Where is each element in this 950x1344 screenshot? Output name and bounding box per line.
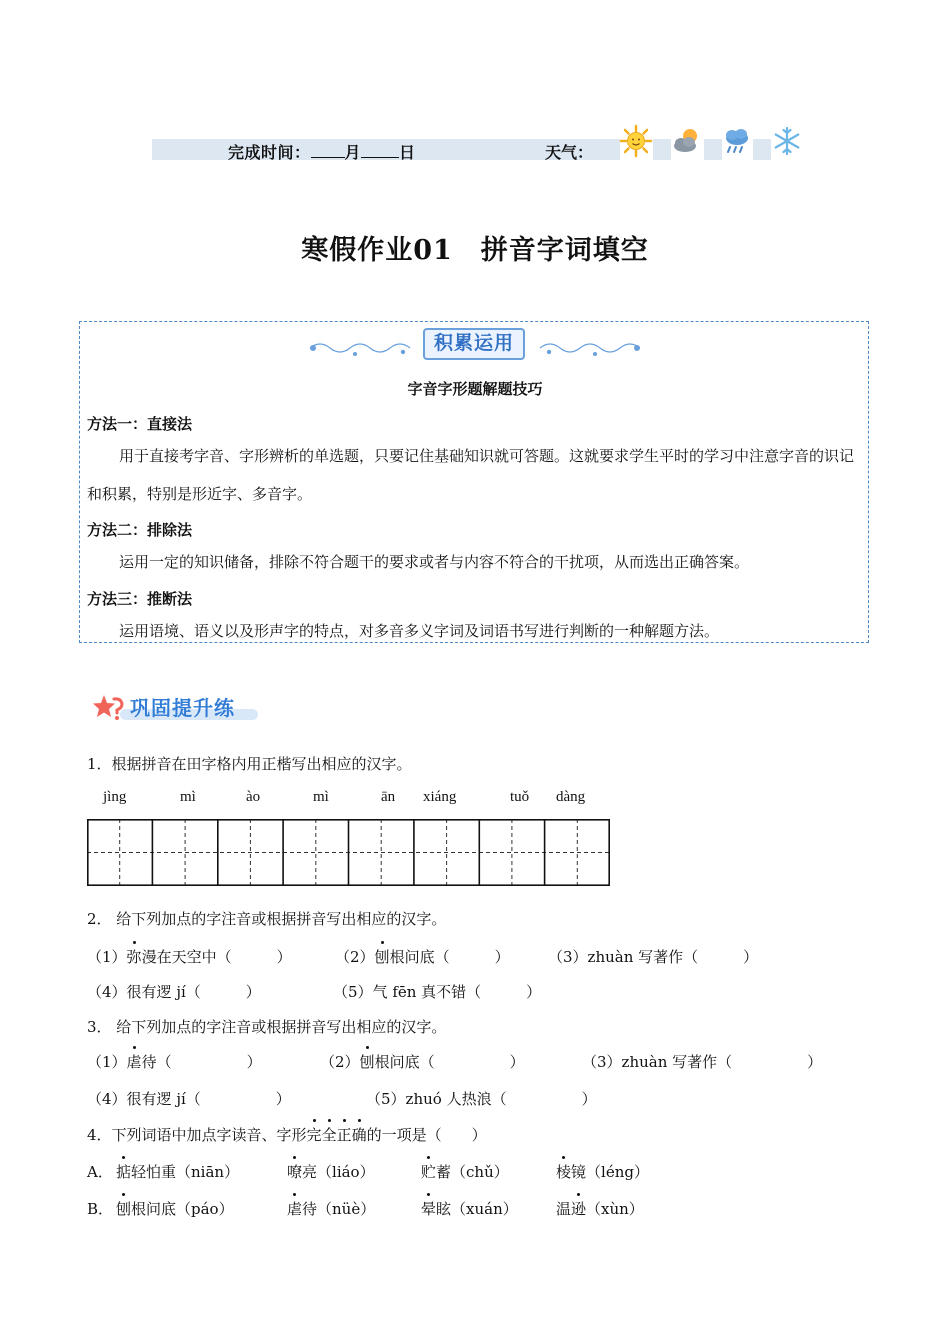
q3-item-4: （4）很有逻 jí（ ） (87, 1090, 291, 1108)
pinyin-label: ān (381, 789, 396, 805)
method-title: 方法三：推断法 (87, 590, 193, 608)
q2-item-5: （5）气 fēn 真不错（ ） (333, 983, 542, 1001)
method-description: 运用语境、语义以及形声字的特点，对多音多义字词及词语书写进行判断的一种解题方法。 (119, 622, 720, 640)
method-description: 运用一定的知识储备，排除不符合题干的要求或者与内容不符合的干扰项，从而选出正确答案。 (119, 553, 750, 571)
method-title: 方法一：直接法 (87, 415, 193, 433)
option-word: 晕眩（xuán） (421, 1200, 518, 1218)
q2-item-4: （4）很有逻 jí（ ） (87, 983, 261, 1001)
question-2-prompt: 2． 给下列加点的字注音或根据拼音写出相应的汉字。 (87, 910, 447, 928)
tianzige-grid[interactable] (87, 819, 610, 886)
rain-icon (720, 124, 754, 158)
weather-label: 天气： (545, 143, 594, 162)
question-1-prompt: 1．根据拼音在田字格内用正楷写出相应的汉字。 (87, 755, 412, 773)
q3-item-1: （1）虐待（ ） (87, 1053, 262, 1071)
option-word: 刨根问底（páo） (116, 1200, 234, 1218)
option-word: 嘹亮（liáo） (287, 1163, 375, 1181)
option-word: 温逊（xùn） (556, 1200, 644, 1218)
method-description: 用于直接考字音、字形辨析的单选题，只要记住基础知识就可答题。这就要求学生平时的学习中注意字音的识记和积累，特别是形近字、多音字。 (87, 447, 855, 503)
page-title: 寒假作业01 拼音字词填空 (301, 235, 649, 266)
option-word: 棱镜（léng） (556, 1163, 649, 1181)
weather-strip (653, 139, 671, 160)
q2-item-2: （2）刨根问底（ ） (335, 948, 510, 966)
pinyin-label: mì (313, 789, 329, 805)
q2-item-3: （3）zhuàn 写著作（ ） (548, 948, 759, 966)
q3-item-2: （2）刨根问底（ ） (320, 1053, 525, 1071)
pinyin-label: dàng (556, 789, 586, 805)
star-icon (92, 693, 126, 723)
completion-time: 完成时间： 月 日 (228, 143, 416, 162)
sun-icon (619, 124, 653, 158)
q2-item-1: （1）弥漫在天空中（ ） (87, 948, 292, 966)
pinyin-label: mì (180, 789, 196, 805)
pinyin-label: tuǒ (510, 789, 530, 805)
accumulation-badge: 积累运用 (423, 328, 525, 360)
question-4-prompt: 4．下列词语中加点字读音、字形完全正确的一项是（ ） (87, 1126, 487, 1144)
pinyin-label: jìng (103, 789, 127, 805)
box-subtitle: 字音字形题解题技巧 (407, 380, 543, 398)
section-title: 巩固提升练 (130, 696, 235, 720)
q3-item-5: （5）zhuó 人热浪（ ） (366, 1090, 597, 1108)
option-label[interactable]: B． (87, 1200, 114, 1218)
method-title: 方法二：排除法 (87, 521, 193, 539)
option-word: 贮蓄（chǔ） (421, 1163, 509, 1181)
option-label[interactable]: A． (87, 1163, 113, 1181)
option-word: 掂轻怕重（niān） (116, 1163, 240, 1181)
partly-cloudy-icon (670, 124, 704, 158)
pinyin-label: xiáng (423, 789, 457, 805)
q3-item-3: （3）zhuàn 写著作（ ） (582, 1053, 823, 1071)
snowflake-icon (770, 124, 804, 158)
question-3-prompt: 3． 给下列加点的字注音或根据拼音写出相应的汉字。 (87, 1018, 447, 1036)
weather-strip (753, 139, 771, 160)
option-word: 虐待（nüè） (287, 1200, 376, 1218)
pinyin-label: ào (246, 789, 261, 805)
